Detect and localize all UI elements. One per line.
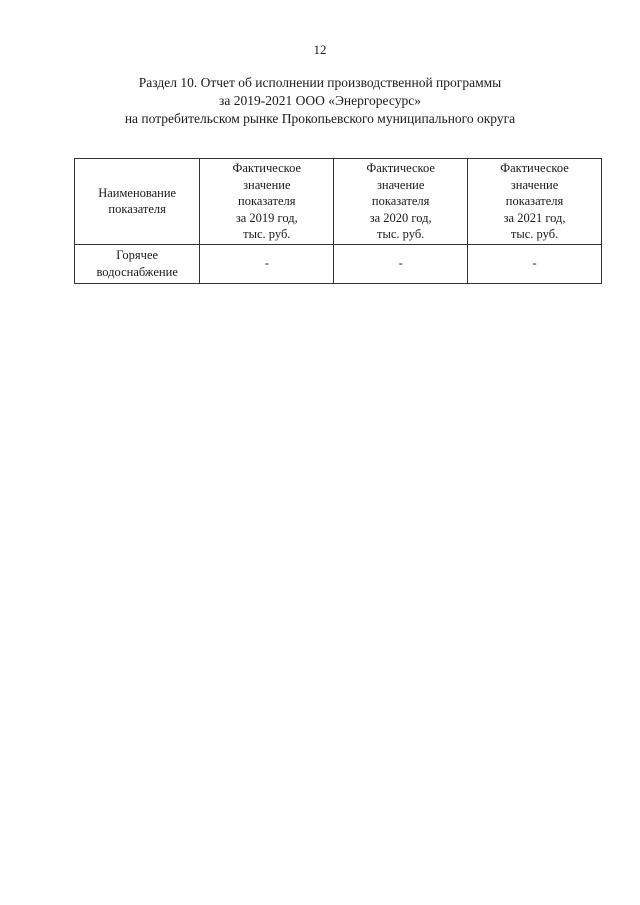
header-indicator-name [75, 159, 200, 245]
page-number: 12 [313, 42, 327, 57]
header-value-2019-text: Фактическое значение показателя за 2019 год, тыс. руб. [232, 161, 302, 241]
row-value-2020: - [334, 244, 468, 283]
report-table [74, 158, 602, 284]
row-value-2021: - [468, 244, 602, 283]
header-value-2021 [468, 159, 602, 245]
header-value-2020 [334, 159, 468, 245]
row-indicator-name-text: Горячее водоснабжение [96, 248, 178, 279]
header-value-2021-text: Фактическое значение показателя за 2021 год, тыс. руб. [500, 161, 569, 241]
table-header-row [75, 159, 602, 245]
table-row [75, 244, 602, 283]
row-indicator-name [75, 244, 200, 283]
header-value-2020-text: Фактическое значение показателя за 2020 год, тыс. руб. [366, 161, 435, 241]
header-value-2019 [200, 159, 334, 245]
row-value-2019: - [200, 244, 334, 283]
header-indicator-name-text: Наименование показателя [98, 185, 177, 217]
heading-line-3: на потребительском рынке Прокопьевского муниципального округа [124, 111, 516, 126]
section-heading [70, 74, 570, 128]
heading-line-2: за 2019-2021 ООО «Энергоресурс» [219, 93, 421, 108]
heading-line-1: Раздел 10. Отчет об исполнении производственной программы [138, 75, 502, 90]
